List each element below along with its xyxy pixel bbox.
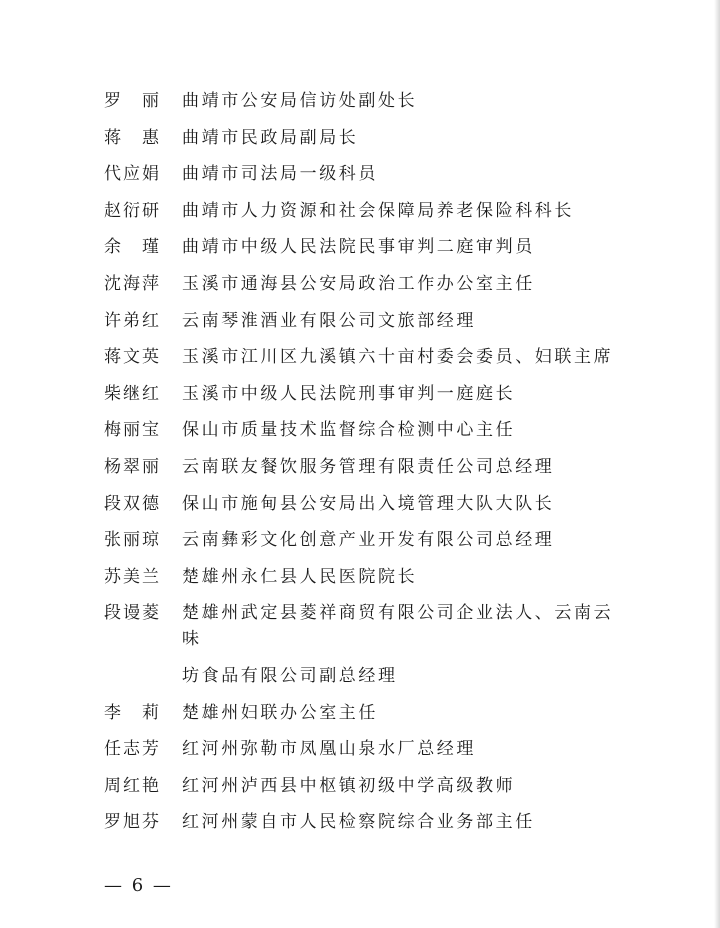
list-item <box>104 700 624 726</box>
person-name: 苏美兰 <box>104 566 161 587</box>
person-title: 保山市施甸县公安局出入境管理大队大队长 <box>182 493 555 514</box>
list-item <box>104 773 624 799</box>
person-title: 红河州弥勒市凤凰山泉水厂总经理 <box>182 739 476 760</box>
list-item <box>104 271 624 297</box>
person-name: 任志芳 <box>104 739 161 760</box>
person-name: 罗旭芬 <box>104 812 161 833</box>
person-name: 罗 丽 <box>104 91 161 111</box>
list-item <box>104 198 624 224</box>
list-item <box>104 308 624 334</box>
person-name: 梅丽宝 <box>104 420 161 441</box>
person-title-line1: 楚雄州武定县菱祥商贸有限公司企业法人、云南云味 <box>182 603 614 650</box>
list-item <box>104 809 624 835</box>
person-title: 玉溪市通海县公安局政治工作办公室主任 <box>182 273 535 294</box>
person-title: 曲靖市公安局信访处副处长 <box>182 91 418 111</box>
person-name: 柴继红 <box>104 383 161 404</box>
person-title: 云南琴淮酒业有限公司文旅部经理 <box>182 310 476 331</box>
person-name: 许弟红 <box>104 310 161 331</box>
list-item <box>104 234 624 260</box>
person-title: 曲靖市人力资源和社会保障局养老保险科科长 <box>182 200 574 221</box>
person-title: 保山市质量技术监督综合检测中心主任 <box>182 420 516 441</box>
person-title: 红河州泸西县中枢镇初级中学高级教师 <box>182 775 516 796</box>
list-item <box>104 161 624 187</box>
list-item <box>104 381 624 407</box>
person-name: 沈海萍 <box>104 273 161 294</box>
person-title: 曲靖市中级人民法院民事审判二庭审判员 <box>182 237 535 258</box>
person-name: 段谩菱 <box>104 603 161 624</box>
list-item <box>104 417 624 443</box>
person-name: 余 瑾 <box>104 237 161 258</box>
list-item <box>104 491 624 517</box>
person-title: 曲靖市司法局一级科员 <box>182 164 378 185</box>
list-item <box>104 564 624 590</box>
person-title: 曲靖市民政局副局长 <box>182 127 359 148</box>
person-title: 玉溪市中级人民法院刑事审判一庭庭长 <box>182 383 516 404</box>
person-name: 张丽琼 <box>104 530 161 551</box>
person-title: 楚雄州永仁县人民医院院长 <box>182 566 418 587</box>
person-name: 杨翠丽 <box>104 456 161 477</box>
page-number: — 6 — <box>104 875 173 896</box>
list-item <box>104 454 624 480</box>
scan-edge-shadow <box>714 0 720 928</box>
person-title: 玉溪市江川区九溪镇六十亩村委会委员、妇联主席 <box>182 347 614 368</box>
list-item <box>104 600 624 689</box>
list-item <box>104 344 624 370</box>
list-item <box>104 125 624 151</box>
person-title: 云南彝彩文化创意产业开发有限公司总经理 <box>182 530 555 551</box>
person-title: 红河州蒙自市人民检察院综合业务部主任 <box>182 812 535 833</box>
list-item <box>104 527 624 553</box>
person-title: 云南联友餐饮服务管理有限责任公司总经理 <box>182 456 555 477</box>
person-name: 周红艳 <box>104 775 161 796</box>
person-name: 段双德 <box>104 493 161 514</box>
list-item <box>104 88 624 114</box>
person-name: 李 莉 <box>104 702 161 723</box>
person-title-line2: 坊食品有限公司副总经理 <box>182 665 398 686</box>
person-title-wrapped <box>182 600 624 689</box>
person-name: 赵衍研 <box>104 200 161 221</box>
person-name: 蒋 惠 <box>104 127 161 148</box>
person-title: 楚雄州妇联办公室主任 <box>182 702 378 723</box>
person-name: 代应娟 <box>104 164 161 185</box>
list-item <box>104 736 624 762</box>
personnel-list <box>104 88 624 835</box>
person-name: 蒋文英 <box>104 347 161 368</box>
